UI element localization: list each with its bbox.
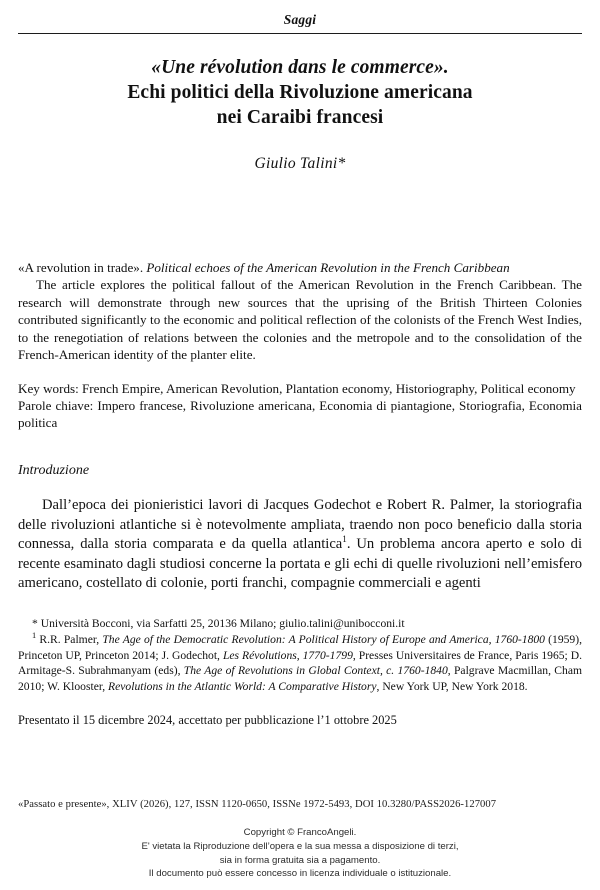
- footnote-1-text-c: , Presses Universitaires de France, Paris 1965; D. Armitage-S. Subrahmanyam (eds),: [18, 648, 583, 678]
- footnote-1: [18, 632, 582, 695]
- copyright-line-4: Il documento può essere concesso in licenza individuale o istituzionale.: [148, 868, 452, 880]
- footnote-1-title-c: The Age of Revolutions in Global Context, c. 1760-1840: [183, 664, 448, 678]
- article-title-line-3: nei Caraibi francesi: [216, 106, 384, 128]
- footnote-reference-1[interactable]: 1: [342, 534, 347, 545]
- footnote-1-title-b: Les Révolutions, 1770-1799: [222, 648, 353, 662]
- footnote-affiliation-text: Università Bocconi, via Sarfatti 25, 20136 Milano; giulio.talini@unibocconi.it: [37, 617, 405, 631]
- body-paragraph-1-part-b: . Un problema ancora aperto e solo di recente esaminato dagli studiosi concerne la portata e gli echi di quelle rivoluzioni nell’emisfero americano, costellato di colonie, porti franchi, compagnie commerciali e agenti: [18, 536, 582, 592]
- abstract-title-italic: Political echoes of the American Revolution in the French Caribbean: [146, 259, 510, 275]
- footnote-1-title-a: The Age of the Democratic Revolution: A Political History of Europe and America, 1760-1800: [102, 632, 545, 646]
- abstract-body: The article explores the political fallout of the American Revolution in the French Caribbean. The research will demonstrate through new sources that the uprising of the British Thirteen Colonies contributed significantly to the economic and political reflection of the colonists of the French West Indies, to the renegotiation of relations between the colonies and the metropole and to the consolidation of the French-American identity of the planter elite.: [18, 277, 582, 363]
- footnote-1-text-a: R.R. Palmer,: [36, 632, 103, 646]
- footnote-1-text-d: , Palgrave Macmillan, Cham 2010; W. Klooster,: [18, 664, 582, 694]
- abstract-title: [18, 259, 582, 276]
- keywords-english: Key words: French Empire, American Revolution, Plantation economy, Historiography, Political economy: [18, 380, 576, 396]
- footnote-affiliation: [18, 616, 582, 632]
- footnote-affiliation-marker: *: [32, 617, 38, 631]
- body-paragraph-1-part-a: Dall’epoca dei pionieristici lavori di Jacques Godechot e Robert R. Palmer, la storiografia delle rivoluzioni atlantiche si è notevolmente ampliata, traendo non poco beneficio dalla storia connessa, dalla storia comparata e da quella atlantica: [18, 496, 582, 553]
- abstract-title-plain: «A revolution in trade».: [18, 259, 147, 275]
- submission-dates: Presentato il 15 dicembre 2024, accettato per pubblicazione l’1 ottobre 2025: [18, 712, 397, 727]
- title-block: [18, 56, 582, 131]
- footnote-1-marker: 1: [32, 630, 37, 640]
- keywords-italian: Parole chiave: Impero francese, Rivoluzione americana, Economia di piantagione, Storiografia, Economia politica: [18, 397, 582, 431]
- copyright-line-2: E' vietata la Riproduzione dell’opera e la sua messa a disposizione di terzi,: [141, 840, 459, 852]
- body-paragraph-1: [18, 496, 582, 594]
- author-name: Giulio Talini*: [254, 154, 346, 172]
- keywords-section: [18, 380, 582, 432]
- footnote-1-text-e: , New York UP, New York 2018.: [376, 680, 528, 694]
- article-title-line-1: «Une révolution dans le commerce».: [151, 56, 449, 78]
- copyright-footer: [0, 826, 600, 881]
- article-title-line-2: Echi politici della Rivoluzione americana: [127, 81, 473, 103]
- copyright-line-1: Copyright © FrancoAngeli.: [243, 827, 357, 838]
- copyright-line-3: sia in forma gratuita sia a pagamento.: [219, 854, 381, 866]
- section-heading-introduzione: Introduzione: [18, 462, 90, 478]
- footnote-1-text-b: (1959), Princeton UP, Princeton 2014; J. Godechot,: [18, 632, 582, 662]
- abstract-section: [18, 259, 582, 364]
- journal-citation-line: «Passato e presente», XLIV (2026), 127, ISSN 1120-0650, ISSNe 1972-5493, DOI 10.3280/PASS2026-127007: [18, 799, 497, 810]
- header-divider-rule: [18, 33, 582, 34]
- footnotes-section: [18, 616, 582, 695]
- footnote-1-title-d: Revolutions in the Atlantic World: A Comparative History: [108, 680, 377, 694]
- running-head: Saggi: [283, 12, 317, 27]
